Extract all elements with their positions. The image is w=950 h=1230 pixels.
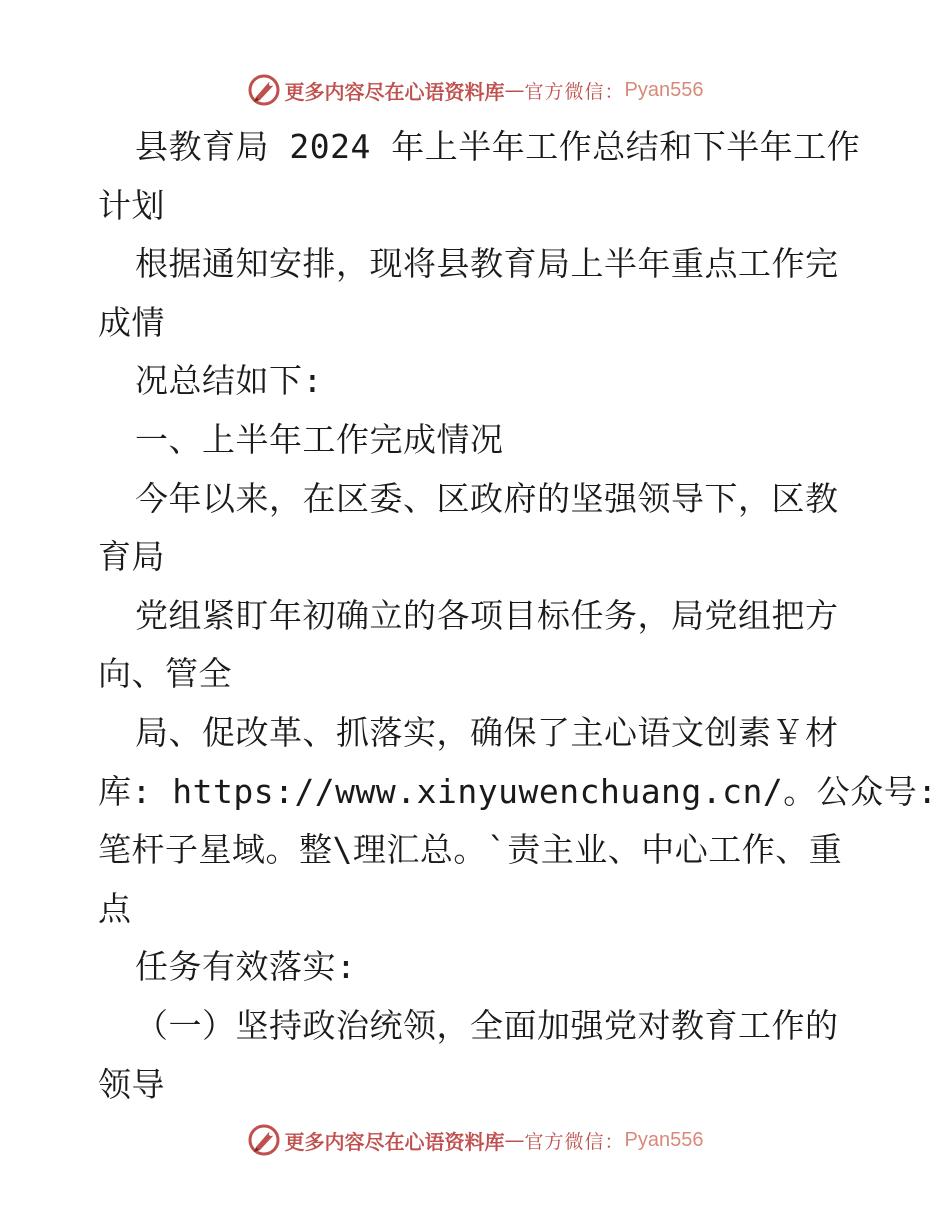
text-line: 县教育局 2024 年上半年工作总结和下半年工作 [135, 127, 861, 166]
pen-logo-icon [247, 1123, 281, 1157]
banner-title: 更多内容尽在心语资料库 [284, 79, 505, 104]
wechat-label: 官方微信： [524, 1130, 625, 1153]
text-line: 点 [98, 888, 132, 928]
page-header-banner [0, 70, 950, 110]
text-line: 向、管全 [98, 654, 232, 694]
text-line: 根据通知安排，现将县教育局上半年重点工作完 [135, 244, 839, 284]
text-line: （一）坚持政治统领，全面加强党对教育工作的 [135, 1005, 839, 1045]
document-body [98, 118, 938, 1114]
text-line: 一、上半年工作完成情况 [135, 419, 504, 459]
text-line: 库: https://www.xinyuwenchuang.cn/。公众号: [98, 771, 938, 811]
banner-dash: — [504, 78, 525, 102]
text-line: 成情 [98, 302, 165, 342]
wechat-label: 官方微信： [524, 80, 625, 103]
text-line: 任务有效落实: [135, 947, 357, 987]
text-line: 领导 [98, 1064, 165, 1104]
text-line: 笔杆子星域。整\理汇总。`责主业、中心工作、重 [98, 830, 843, 870]
text-line: 局、促改革、抓落实，确保了主心语文创素￥材 [135, 712, 839, 752]
wechat-id: Pyan556 [624, 1128, 704, 1151]
page-footer-banner [0, 1120, 950, 1160]
wechat-id: Pyan556 [624, 78, 704, 101]
text-line: 今年以来，在区委、区政府的坚强领导下，区教 [135, 478, 839, 518]
text-line: 况总结如下: [135, 361, 323, 401]
text-line: 党组紧盯年初确立的各项目标任务，局党组把方 [135, 595, 839, 635]
pen-logo-icon [247, 73, 281, 107]
banner-dash: — [504, 1128, 525, 1152]
text-line: 计划 [98, 185, 165, 225]
banner-title: 更多内容尽在心语资料库 [284, 1129, 505, 1154]
text-line: 育局 [98, 537, 165, 577]
banner-group [247, 73, 704, 107]
banner-group [247, 1123, 704, 1157]
